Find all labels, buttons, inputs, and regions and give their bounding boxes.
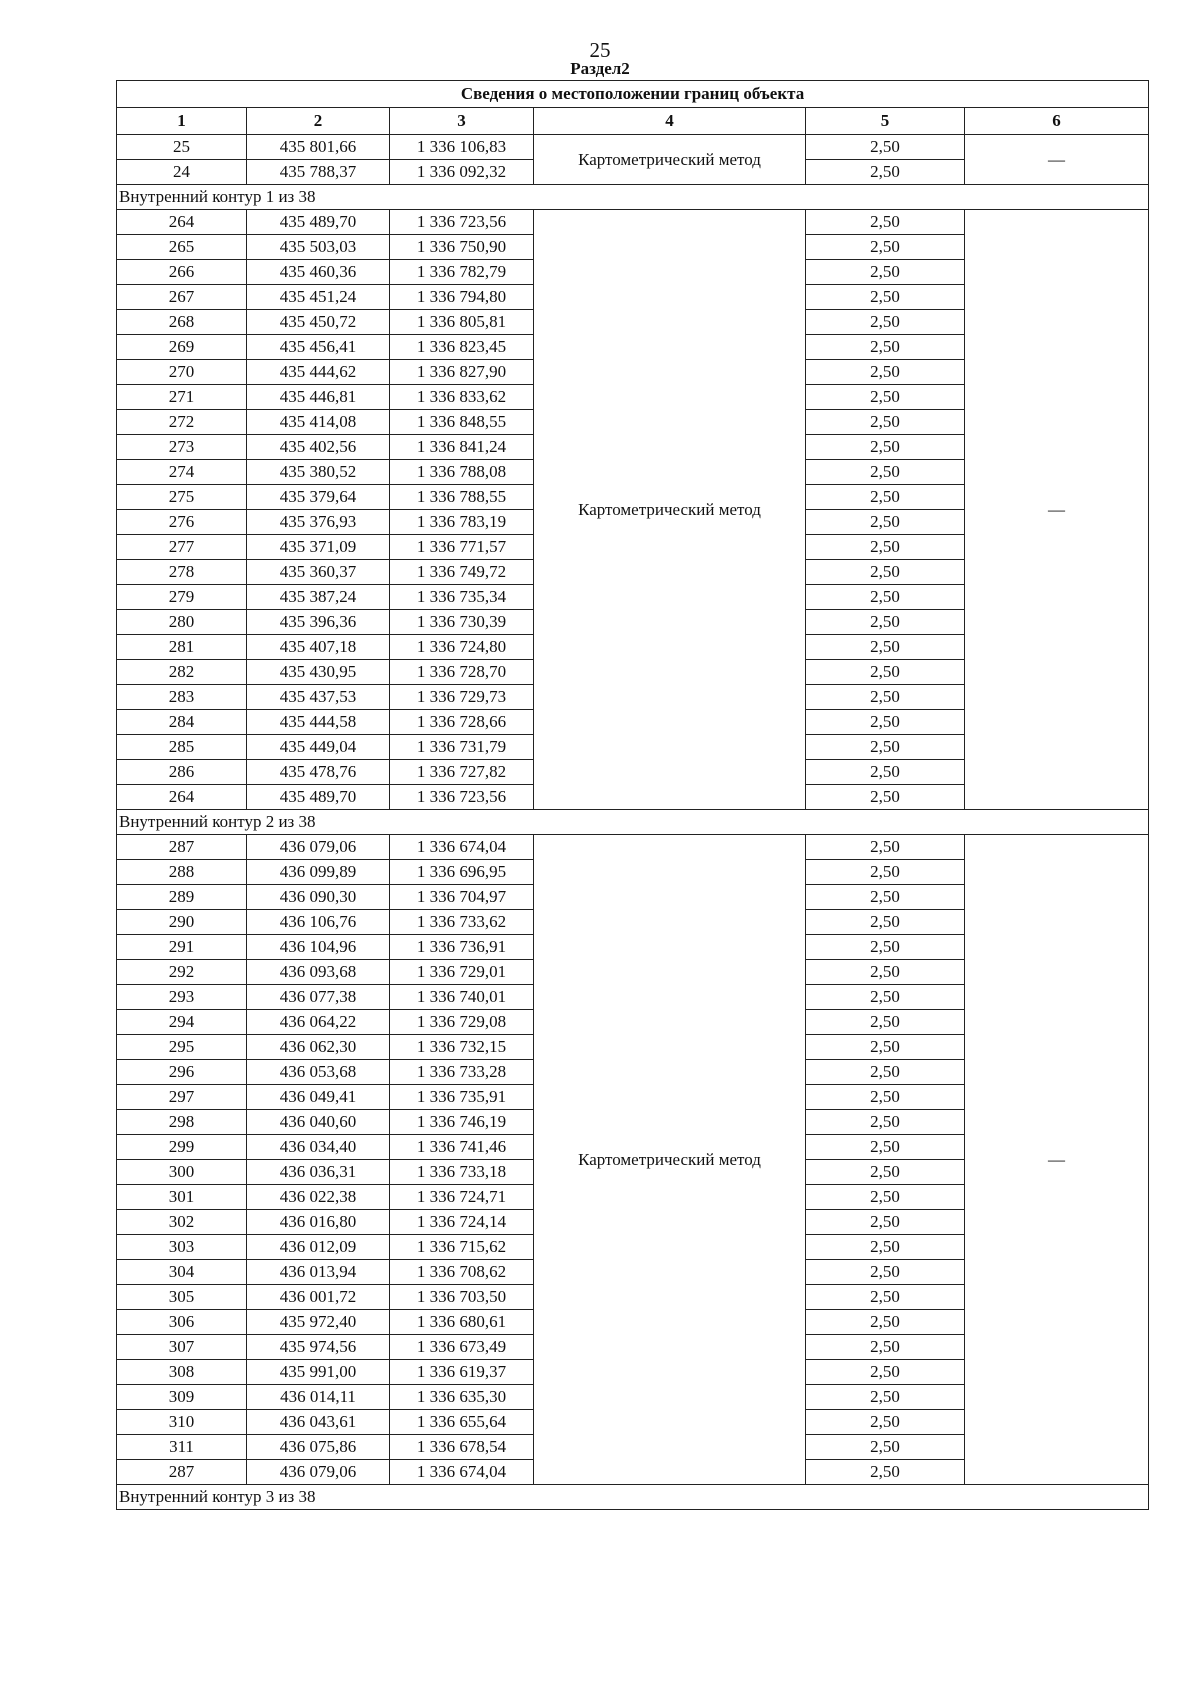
x-coordinate-cell: 435 407,18	[247, 635, 390, 660]
precision-cell: 2,50	[806, 1360, 965, 1385]
x-coordinate-cell: 436 090,30	[247, 885, 390, 910]
y-coordinate-cell: 1 336 703,50	[390, 1285, 534, 1310]
precision-cell: 2,50	[806, 310, 965, 335]
x-coordinate-cell: 435 414,08	[247, 410, 390, 435]
x-coordinate-cell: 435 430,95	[247, 660, 390, 685]
x-coordinate-cell: 435 478,76	[247, 760, 390, 785]
point-number-cell: 276	[117, 510, 247, 535]
precision-cell: 2,50	[806, 135, 965, 160]
y-coordinate-cell: 1 336 728,70	[390, 660, 534, 685]
precision-cell: 2,50	[806, 985, 965, 1010]
precision-cell: 2,50	[806, 1010, 965, 1035]
contour-label: Внутренний контур 1 из 38	[117, 185, 1149, 210]
precision-cell: 2,50	[806, 710, 965, 735]
x-coordinate-cell: 436 099,89	[247, 860, 390, 885]
point-number-cell: 285	[117, 735, 247, 760]
precision-cell: 2,50	[806, 885, 965, 910]
point-number-cell: 290	[117, 910, 247, 935]
y-coordinate-cell: 1 336 724,14	[390, 1210, 534, 1235]
x-coordinate-cell: 436 016,80	[247, 1210, 390, 1235]
column-number: 1	[117, 108, 247, 135]
x-coordinate-cell: 435 437,53	[247, 685, 390, 710]
precision-cell: 2,50	[806, 535, 965, 560]
point-number-cell: 303	[117, 1235, 247, 1260]
precision-cell: 2,50	[806, 960, 965, 985]
y-coordinate-cell: 1 336 749,72	[390, 560, 534, 585]
y-coordinate-cell: 1 336 771,57	[390, 535, 534, 560]
precision-cell: 2,50	[806, 835, 965, 860]
y-coordinate-cell: 1 336 723,56	[390, 785, 534, 810]
x-coordinate-cell: 435 991,00	[247, 1360, 390, 1385]
precision-cell: 2,50	[806, 160, 965, 185]
y-coordinate-cell: 1 336 728,66	[390, 710, 534, 735]
precision-cell: 2,50	[806, 560, 965, 585]
y-coordinate-cell: 1 336 733,18	[390, 1160, 534, 1185]
x-coordinate-cell: 436 014,11	[247, 1385, 390, 1410]
point-number-cell: 306	[117, 1310, 247, 1335]
y-coordinate-cell: 1 336 715,62	[390, 1235, 534, 1260]
y-coordinate-cell: 1 336 823,45	[390, 335, 534, 360]
x-coordinate-cell: 436 106,76	[247, 910, 390, 935]
y-coordinate-cell: 1 336 741,46	[390, 1135, 534, 1160]
precision-cell: 2,50	[806, 1235, 965, 1260]
y-coordinate-cell: 1 336 733,62	[390, 910, 534, 935]
y-coordinate-cell: 1 336 735,91	[390, 1085, 534, 1110]
y-coordinate-cell: 1 336 635,30	[390, 1385, 534, 1410]
precision-cell: 2,50	[806, 435, 965, 460]
precision-cell: 2,50	[806, 785, 965, 810]
precision-cell: 2,50	[806, 1185, 965, 1210]
y-coordinate-cell: 1 336 724,71	[390, 1185, 534, 1210]
y-coordinate-cell: 1 336 680,61	[390, 1310, 534, 1335]
y-coordinate-cell: 1 336 619,37	[390, 1360, 534, 1385]
x-coordinate-cell: 435 974,56	[247, 1335, 390, 1360]
contour-label: Внутренний контур 3 из 38	[117, 1485, 1149, 1510]
precision-cell: 2,50	[806, 485, 965, 510]
precision-cell: 2,50	[806, 235, 965, 260]
x-coordinate-cell: 435 456,41	[247, 335, 390, 360]
precision-cell: 2,50	[806, 760, 965, 785]
x-coordinate-cell: 435 396,36	[247, 610, 390, 635]
point-number-cell: 292	[117, 960, 247, 985]
x-coordinate-cell: 436 062,30	[247, 1035, 390, 1060]
y-coordinate-cell: 1 336 805,81	[390, 310, 534, 335]
point-number-cell: 269	[117, 335, 247, 360]
method-cell: Картометрический метод	[534, 135, 806, 185]
precision-cell: 2,50	[806, 660, 965, 685]
contour-label: Внутренний контур 2 из 38	[117, 810, 1149, 835]
y-coordinate-cell: 1 336 733,28	[390, 1060, 534, 1085]
y-coordinate-cell: 1 336 788,55	[390, 485, 534, 510]
point-number-cell: 284	[117, 710, 247, 735]
point-number-cell: 283	[117, 685, 247, 710]
x-coordinate-cell: 436 036,31	[247, 1160, 390, 1185]
precision-cell: 2,50	[806, 1210, 965, 1235]
precision-cell: 2,50	[806, 1310, 965, 1335]
precision-cell: 2,50	[806, 1135, 965, 1160]
y-coordinate-cell: 1 336 729,08	[390, 1010, 534, 1035]
precision-cell: 2,50	[806, 1385, 965, 1410]
precision-cell: 2,50	[806, 210, 965, 235]
x-coordinate-cell: 435 788,37	[247, 160, 390, 185]
precision-cell: 2,50	[806, 1460, 965, 1485]
column-number: 3	[390, 108, 534, 135]
y-coordinate-cell: 1 336 730,39	[390, 610, 534, 635]
table-body	[117, 135, 1149, 1510]
precision-cell: 2,50	[806, 735, 965, 760]
x-coordinate-cell: 435 376,93	[247, 510, 390, 535]
precision-cell: 2,50	[806, 360, 965, 385]
point-number-cell: 265	[117, 235, 247, 260]
y-coordinate-cell: 1 336 696,95	[390, 860, 534, 885]
y-coordinate-cell: 1 336 655,64	[390, 1410, 534, 1435]
point-number-cell: 282	[117, 660, 247, 685]
x-coordinate-cell: 435 379,64	[247, 485, 390, 510]
point-number-cell: 278	[117, 560, 247, 585]
y-coordinate-cell: 1 336 723,56	[390, 210, 534, 235]
point-number-cell: 309	[117, 1385, 247, 1410]
point-number-cell: 286	[117, 760, 247, 785]
x-coordinate-cell: 435 444,62	[247, 360, 390, 385]
precision-cell: 2,50	[806, 1060, 965, 1085]
point-number-cell: 301	[117, 1185, 247, 1210]
x-coordinate-cell: 435 360,37	[247, 560, 390, 585]
point-number-cell: 25	[117, 135, 247, 160]
table-row	[117, 210, 1149, 235]
method-cell: Картометрический метод	[534, 210, 806, 810]
point-number-cell: 277	[117, 535, 247, 560]
precision-cell: 2,50	[806, 285, 965, 310]
y-coordinate-cell: 1 336 678,54	[390, 1435, 534, 1460]
point-number-cell: 279	[117, 585, 247, 610]
point-number-cell: 267	[117, 285, 247, 310]
point-number-cell: 271	[117, 385, 247, 410]
x-coordinate-cell: 435 801,66	[247, 135, 390, 160]
point-number-cell: 275	[117, 485, 247, 510]
point-number-cell: 295	[117, 1035, 247, 1060]
x-coordinate-cell: 435 450,72	[247, 310, 390, 335]
point-number-cell: 264	[117, 785, 247, 810]
contour-row	[117, 185, 1149, 210]
x-coordinate-cell: 436 079,06	[247, 835, 390, 860]
point-number-cell: 266	[117, 260, 247, 285]
precision-cell: 2,50	[806, 585, 965, 610]
point-number-cell: 281	[117, 635, 247, 660]
x-coordinate-cell: 436 077,38	[247, 985, 390, 1010]
x-coordinate-cell: 435 449,04	[247, 735, 390, 760]
point-number-cell: 311	[117, 1435, 247, 1460]
precision-cell: 2,50	[806, 1160, 965, 1185]
y-coordinate-cell: 1 336 736,91	[390, 935, 534, 960]
x-coordinate-cell: 436 012,09	[247, 1235, 390, 1260]
x-coordinate-cell: 436 075,86	[247, 1435, 390, 1460]
x-coordinate-cell: 436 104,96	[247, 935, 390, 960]
point-number-cell: 296	[117, 1060, 247, 1085]
y-coordinate-cell: 1 336 782,79	[390, 260, 534, 285]
precision-cell: 2,50	[806, 1085, 965, 1110]
x-coordinate-cell: 435 380,52	[247, 460, 390, 485]
precision-cell: 2,50	[806, 910, 965, 935]
y-coordinate-cell: 1 336 729,01	[390, 960, 534, 985]
y-coordinate-cell: 1 336 727,82	[390, 760, 534, 785]
x-coordinate-cell: 435 444,58	[247, 710, 390, 735]
x-coordinate-cell: 436 093,68	[247, 960, 390, 985]
precision-cell: 2,50	[806, 1110, 965, 1135]
x-coordinate-cell: 435 972,40	[247, 1310, 390, 1335]
y-coordinate-cell: 1 336 746,19	[390, 1110, 534, 1135]
y-coordinate-cell: 1 336 704,97	[390, 885, 534, 910]
table-row	[117, 135, 1149, 160]
point-number-cell: 305	[117, 1285, 247, 1310]
precision-cell: 2,50	[806, 335, 965, 360]
x-coordinate-cell: 435 402,56	[247, 435, 390, 460]
y-coordinate-cell: 1 336 841,24	[390, 435, 534, 460]
y-coordinate-cell: 1 336 731,79	[390, 735, 534, 760]
section-title: Раздел2	[570, 59, 630, 78]
x-coordinate-cell: 435 503,03	[247, 235, 390, 260]
precision-cell: 2,50	[806, 260, 965, 285]
x-coordinate-cell: 436 043,61	[247, 1410, 390, 1435]
precision-cell: 2,50	[806, 935, 965, 960]
point-number-cell: 291	[117, 935, 247, 960]
point-number-cell: 307	[117, 1335, 247, 1360]
x-coordinate-cell: 436 022,38	[247, 1185, 390, 1210]
point-number-cell: 24	[117, 160, 247, 185]
x-coordinate-cell: 435 371,09	[247, 535, 390, 560]
x-coordinate-cell: 436 064,22	[247, 1010, 390, 1035]
precision-cell: 2,50	[806, 685, 965, 710]
y-coordinate-cell: 1 336 750,90	[390, 235, 534, 260]
y-coordinate-cell: 1 336 674,04	[390, 1460, 534, 1485]
page-number: 25	[589, 38, 611, 62]
point-number-cell: 280	[117, 610, 247, 635]
x-coordinate-cell: 435 387,24	[247, 585, 390, 610]
point-number-cell: 310	[117, 1410, 247, 1435]
precision-cell: 2,50	[806, 1285, 965, 1310]
y-coordinate-cell: 1 336 735,34	[390, 585, 534, 610]
x-coordinate-cell: 436 040,60	[247, 1110, 390, 1135]
precision-cell: 2,50	[806, 860, 965, 885]
y-coordinate-cell: 1 336 724,80	[390, 635, 534, 660]
precision-cell: 2,50	[806, 510, 965, 535]
x-coordinate-cell: 435 489,70	[247, 785, 390, 810]
method-cell: Картометрический метод	[534, 835, 806, 1485]
x-coordinate-cell: 436 034,40	[247, 1135, 390, 1160]
x-coordinate-cell: 436 001,72	[247, 1285, 390, 1310]
point-number-cell: 288	[117, 860, 247, 885]
description-cell: —	[965, 835, 1149, 1485]
precision-cell: 2,50	[806, 1335, 965, 1360]
contour-row	[117, 810, 1149, 835]
boundary-coordinates-table	[116, 80, 1149, 1510]
x-coordinate-cell: 435 489,70	[247, 210, 390, 235]
y-coordinate-cell: 1 336 106,83	[390, 135, 534, 160]
y-coordinate-cell: 1 336 783,19	[390, 510, 534, 535]
x-coordinate-cell: 436 013,94	[247, 1260, 390, 1285]
contour-row	[117, 1485, 1149, 1510]
precision-cell: 2,50	[806, 385, 965, 410]
point-number-cell: 268	[117, 310, 247, 335]
column-number: 4	[534, 108, 806, 135]
point-number-cell: 287	[117, 1460, 247, 1485]
y-coordinate-cell: 1 336 092,32	[390, 160, 534, 185]
y-coordinate-cell: 1 336 788,08	[390, 460, 534, 485]
x-coordinate-cell: 436 079,06	[247, 1460, 390, 1485]
precision-cell: 2,50	[806, 1035, 965, 1060]
table-caption: Сведения о местоположении границ объекта	[117, 81, 1149, 108]
y-coordinate-cell: 1 336 827,90	[390, 360, 534, 385]
description-cell: —	[965, 210, 1149, 810]
x-coordinate-cell: 435 446,81	[247, 385, 390, 410]
table-row	[117, 835, 1149, 860]
column-number: 5	[806, 108, 965, 135]
point-number-cell: 302	[117, 1210, 247, 1235]
x-coordinate-cell: 435 460,36	[247, 260, 390, 285]
y-coordinate-cell: 1 336 708,62	[390, 1260, 534, 1285]
precision-cell: 2,50	[806, 635, 965, 660]
y-coordinate-cell: 1 336 833,62	[390, 385, 534, 410]
precision-cell: 2,50	[806, 1260, 965, 1285]
precision-cell: 2,50	[806, 410, 965, 435]
y-coordinate-cell: 1 336 848,55	[390, 410, 534, 435]
y-coordinate-cell: 1 336 740,01	[390, 985, 534, 1010]
point-number-cell: 297	[117, 1085, 247, 1110]
point-number-cell: 294	[117, 1010, 247, 1035]
description-cell: —	[965, 135, 1149, 185]
column-number: 2	[247, 108, 390, 135]
x-coordinate-cell: 435 451,24	[247, 285, 390, 310]
point-number-cell: 270	[117, 360, 247, 385]
precision-cell: 2,50	[806, 1435, 965, 1460]
column-number: 6	[965, 108, 1149, 135]
precision-cell: 2,50	[806, 460, 965, 485]
y-coordinate-cell: 1 336 673,49	[390, 1335, 534, 1360]
point-number-cell: 272	[117, 410, 247, 435]
y-coordinate-cell: 1 336 729,73	[390, 685, 534, 710]
point-number-cell: 273	[117, 435, 247, 460]
point-number-cell: 308	[117, 1360, 247, 1385]
point-number-cell: 304	[117, 1260, 247, 1285]
point-number-cell: 287	[117, 835, 247, 860]
point-number-cell: 274	[117, 460, 247, 485]
point-number-cell: 300	[117, 1160, 247, 1185]
point-number-cell: 289	[117, 885, 247, 910]
point-number-cell: 298	[117, 1110, 247, 1135]
x-coordinate-cell: 436 053,68	[247, 1060, 390, 1085]
y-coordinate-cell: 1 336 732,15	[390, 1035, 534, 1060]
x-coordinate-cell: 436 049,41	[247, 1085, 390, 1110]
point-number-cell: 299	[117, 1135, 247, 1160]
y-coordinate-cell: 1 336 794,80	[390, 285, 534, 310]
point-number-cell: 293	[117, 985, 247, 1010]
point-number-cell: 264	[117, 210, 247, 235]
precision-cell: 2,50	[806, 610, 965, 635]
precision-cell: 2,50	[806, 1410, 965, 1435]
y-coordinate-cell: 1 336 674,04	[390, 835, 534, 860]
